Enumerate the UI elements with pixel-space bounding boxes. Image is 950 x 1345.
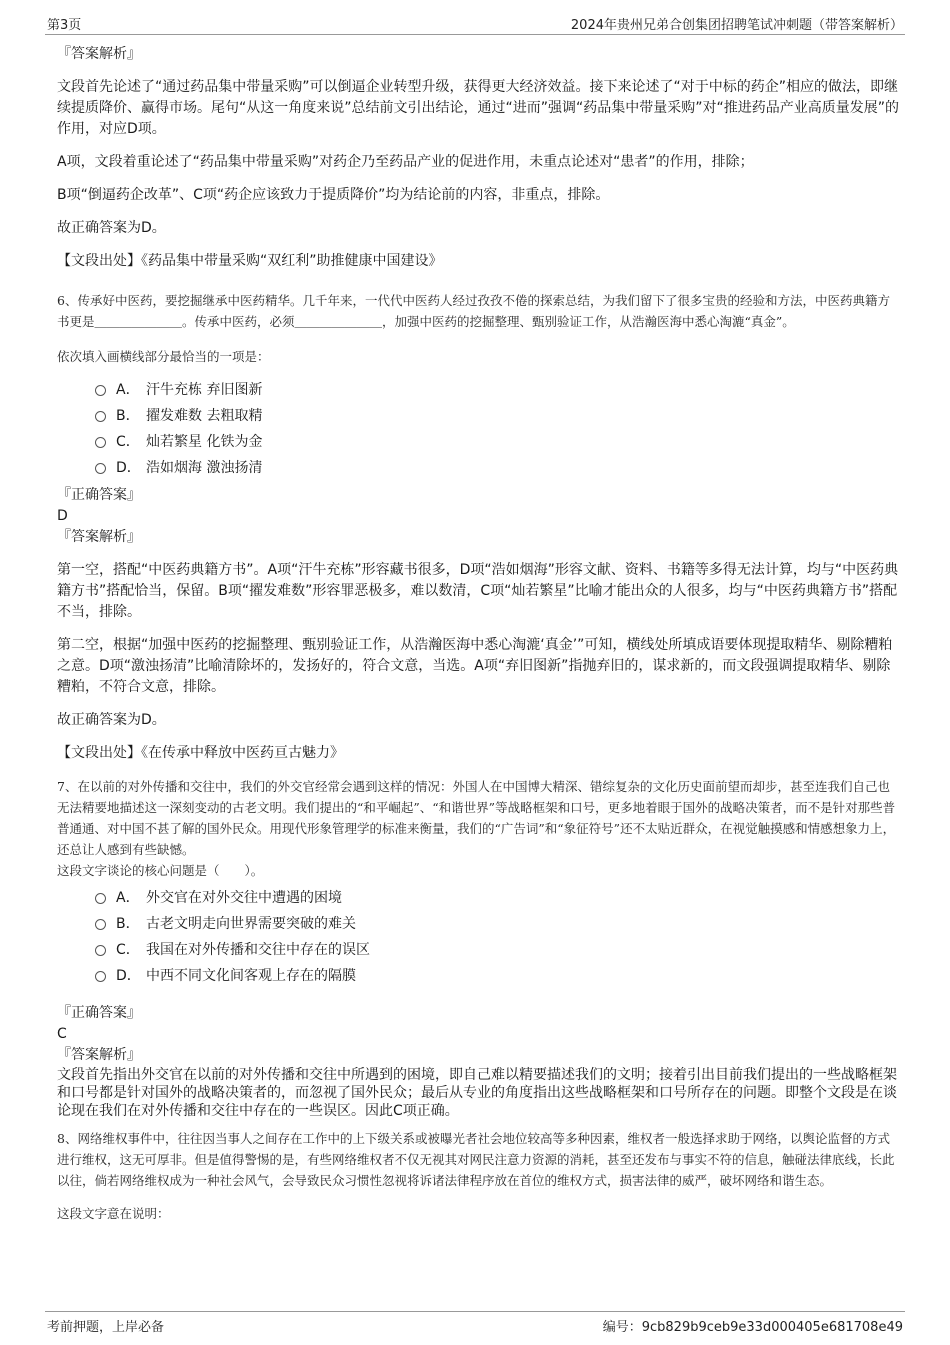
q6-option-a[interactable] (95, 377, 902, 403)
option-letter: C． (116, 942, 140, 958)
document-id: 编号：9cb829b9ceb9e33d000405e681708e49 (602, 1320, 903, 1335)
q7-analysis-label: 『答案解析』 (57, 1047, 141, 1063)
q6-conclusion: 故正确答案为D。 (57, 712, 166, 728)
q7-option-a[interactable] (95, 885, 902, 911)
q7-prompt: 这段文字谈论的核心问题是（ ）。 (57, 863, 264, 878)
q7-option-d[interactable] (95, 963, 902, 989)
option-text: 古老文明走向世界需要突破的难关 (146, 916, 356, 932)
option-text: 外交官在对外交往中遭遇的困境 (146, 890, 342, 906)
q6-option-d[interactable] (95, 455, 902, 481)
q6-analysis-para1: 第一空，搭配“中医药典籍方书”。A项“汗牛充栋”形容藏书很多，D项“浩如烟海”形容文献、资料、书籍等多得无法计算，均与“中医药典籍方书”搭配恰当，保留。B项“擢发难数”形容罪恶极多，难以数清，C项“灿若繁星”比喻才能出众的人很多，均与“中医药典籍方书”搭配不当，排除。 (57, 562, 899, 620)
option-text: 汗牛充栋 弃旧图新 (146, 382, 263, 398)
q5-analysis-para3: B项“倒逼药企改革”、C项“药企应该致力于提质降价”均为结论前的内容，非重点，排除。 (57, 187, 610, 203)
document-title: 2024年贵州兄弟合创集团招聘笔试冲刺题（带答案解析） (570, 18, 903, 33)
option-letter: A． (116, 890, 140, 906)
q6-option-b[interactable] (95, 403, 902, 429)
option-letter: D． (116, 968, 141, 984)
option-letter: D． (116, 460, 141, 476)
q7-option-b[interactable] (95, 911, 902, 937)
q7-answer: C (57, 1026, 67, 1042)
option-text: 中西不同文化间客观上存在的隔膜 (146, 968, 356, 984)
option-text: 灿若繁星 化铁为金 (146, 434, 263, 450)
q5-analysis-para2: A项，文段着重论述了“药品集中带量采购”对药企乃至药品产业的促进作用，未重点论述对“患者”的作用，排除； (57, 154, 754, 170)
q8-prompt: 这段文字意在说明： (57, 1206, 170, 1221)
radio-icon[interactable] (95, 463, 106, 474)
page-footer (45, 1311, 905, 1336)
page-content (57, 40, 902, 1224)
q5-analysis-label: 『答案解析』 (57, 46, 141, 62)
option-letter: A． (116, 382, 140, 398)
option-text: 浩如烟海 激浊扬清 (146, 460, 263, 476)
radio-icon[interactable] (95, 437, 106, 448)
option-letter: B． (116, 408, 140, 424)
radio-icon[interactable] (95, 971, 106, 982)
q8-stem: 8、网络维权事件中，往往因当事人之间存在工作中的上下级关系或被曝光者社会地位较高等多种因素，维权者一般选择求助于网络，以舆论监督的方式进行维权，这无可厚非。但是值得警惕的是，有些网络维权者不仅无视其对网民注意力资源的消耗，甚至还发布与事实不符的信息，触碰法律底线，长此以往，倘若网络维权成为一种社会风气，会导致民众习惯性忽视将诉诸法律程序放在首位的维权方式，损害法律的威严，破坏网络和谐生态。 (57, 1131, 895, 1188)
radio-icon[interactable] (95, 385, 106, 396)
q7-stem: 7、在以前的对外传播和交往中，我们的外交官经常会遇到这样的情况：外国人在中国博大精深、错综复杂的文化历史面前望而却步，甚至连我们自己也无法精要地描述这一深刻变动的古老文明。我们提出的“和平崛起”、“和谐世界”等战略框架和口号，更多地着眼于国外的战略决策者，而不是针对那些普普通通、对中国不甚了解的国外民众。用现代形象管理学的标准来衡量，我们的“广告词”和“象征符号”还不太贴近群众，在视觉触摸感和情感想象力上，还总让人感到有些缺憾。 (57, 779, 896, 857)
page-number: 第3页 (47, 18, 82, 33)
option-letter: B． (116, 916, 140, 932)
option-text: 擢发难数 去粗取精 (146, 408, 263, 424)
q6-source: 【文段出处】《在传承中释放中医药亘古魅力》 (57, 745, 344, 761)
q5-source: 【文段出处】《药品集中带量采购“双红利”助推健康中国建设》 (57, 253, 443, 269)
radio-icon[interactable] (95, 919, 106, 930)
q5-conclusion: 故正确答案为D。 (57, 220, 166, 236)
q6-prompt: 依次填入画横线部分最恰当的一项是： (57, 349, 270, 364)
radio-icon[interactable] (95, 945, 106, 956)
radio-icon[interactable] (95, 411, 106, 422)
q7-answer-label: 『正确答案』 (57, 1005, 141, 1021)
q6-answer-label: 『正确答案』 (57, 487, 141, 503)
q6-answer: D (57, 508, 68, 524)
q7-option-c[interactable] (95, 937, 902, 963)
q7-options (95, 885, 902, 989)
q6-analysis-label: 『答案解析』 (57, 529, 141, 545)
option-text: 我国在对外传播和交往中存在的误区 (146, 942, 370, 958)
option-letter: C． (116, 434, 140, 450)
q6-analysis-para2: 第二空，根据“加强中医药的挖掘整理、甄别验证工作，从浩瀚医海中悉心淘漉‘真金’”可知，横线处所填成语要体现提取精华、剔除糟粕之意。D项“激浊扬清”比喻清除坏的，发扬好的，符合文意，当选。A项“弃旧图新”指抛弃旧的，谋求新的，而文段强调提取精华、剔除糟粕，不符合文意，排除。 (57, 637, 893, 695)
radio-icon[interactable] (95, 893, 106, 904)
q6-option-c[interactable] (95, 429, 902, 455)
q5-analysis-para1: 文段首先论述了“通过药品集中带量采购”可以倒逼企业转型升级，获得更大经济效益。接下来论述了“对于中标的药企”相应的做法，即继续提质降价、赢得市场。尾句“从这一角度来说”总结前文引出结论，通过“进而”强调“药品集中带量采购”对“推进药品产业高质量发展”的作用，对应D项。 (57, 79, 900, 137)
q6-stem: 6、传承好中医药，要挖掘继承中医药精华。几千年来，一代代中医药人经过孜孜不倦的探索总结，为我们留下了很多宝贵的经验和方法，中医药典籍方书更是＿＿＿＿＿＿＿。传承中医药，必须＿＿＿＿＿＿＿，加强中医药的挖掘整理、甄别验证工作，从浩瀚医海中悉心淘漉“真金”。 (57, 293, 890, 329)
q7-analysis-para1: 文段首先指出外交官在以前的对外传播和交往中所遇到的困境，即自己难以精要描述我们的文明；接着引出目前我们提出的一些战略框架和口号都是针对国外的战略决策者的，而忽视了国外民众；最后从专业的角度指出这些战略框架和口号所存在的问题。即整个文段是在谈论现在我们在对外传播和交往中存在的一些误区。因此C项正确。 (57, 1067, 897, 1119)
q6-options (95, 377, 902, 481)
page-header (45, 12, 905, 35)
footer-slogan: 考前押题，上岸必备 (47, 1320, 165, 1335)
